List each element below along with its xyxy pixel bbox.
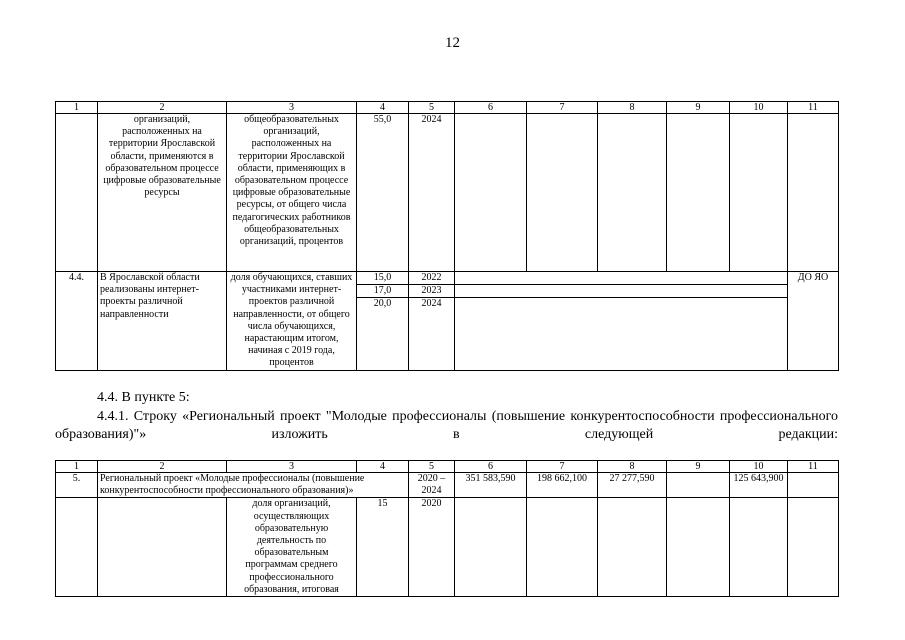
indicators-table-2 (55, 460, 839, 597)
header-cell: 3 (227, 102, 357, 114)
empty-cell (527, 498, 598, 597)
header-cell: 7 (527, 102, 598, 114)
indicator-value-cell: 15 (357, 498, 409, 597)
header-cell: 3 (227, 461, 357, 473)
header-cell: 5 (409, 461, 455, 473)
result-description-cell: В Ярославской области реализованы интернет-проекты различной направленности (98, 272, 227, 371)
indicator-year: 2023 (409, 285, 454, 298)
empty-cell (667, 473, 730, 498)
indicator-value: 17,0 (357, 285, 408, 298)
header-cell: 11 (788, 102, 839, 114)
table-row (56, 114, 839, 272)
finance-subrow (455, 285, 787, 298)
indicator-values-cell (357, 272, 409, 371)
header-cell: 2 (98, 461, 227, 473)
empty-cell (598, 498, 667, 597)
finance-subrow (455, 298, 787, 310)
empty-cell (527, 114, 598, 272)
empty-cell (598, 114, 667, 272)
header-cell: 1 (56, 461, 98, 473)
header-cell: 4 (357, 461, 409, 473)
empty-cell (455, 498, 527, 597)
indicator-year: 2022 (409, 272, 454, 285)
header-cell: 6 (455, 102, 527, 114)
paragraph-heading: 4.4. В пункте 5: (97, 390, 190, 405)
paragraph-text: 4.4.1. Строку «Региональный проект "Молодые профессионалы (повышение конкурентоспособности профессионального образования)"» изложить в следующей редакции: (55, 409, 838, 442)
executor-cell: ДО ЯО (788, 272, 839, 371)
empty-cell (730, 114, 788, 272)
header-cell: 8 (598, 102, 667, 114)
indicator-years-cell (409, 272, 455, 371)
empty-cell (788, 473, 839, 498)
page-number: 12 (445, 35, 460, 51)
total-funding-cell: 351 583,590 (455, 473, 527, 498)
header-cell: 4 (357, 102, 409, 114)
indicator-year: 2024 (421, 298, 442, 309)
table-row (56, 473, 839, 498)
indicator-value-cell: 55,0 (357, 114, 409, 272)
indicator-year-cell: 2024 (409, 114, 455, 272)
project-years-cell: 2020 – 2024 (409, 473, 455, 498)
table-header-row (56, 461, 839, 473)
indicators-table-1 (55, 101, 839, 371)
header-cell: 8 (598, 461, 667, 473)
finance-cells (455, 272, 788, 371)
indicator-year-cell: 2020 (409, 498, 455, 597)
indicator-description-cell: доля организаций, осуществляющих образовательную деятельность по образовательным программам среднего профессионального образования, итоговая (227, 498, 357, 597)
header-cell: 2 (98, 102, 227, 114)
empty-cell (98, 498, 227, 597)
empty-cell (730, 498, 788, 597)
federal-funding-cell: 198 662,100 (527, 473, 598, 498)
finance-subrow (455, 272, 787, 285)
header-cell: 1 (56, 102, 98, 114)
row-number-cell (56, 114, 98, 272)
header-cell: 6 (455, 461, 527, 473)
empty-cell (667, 114, 730, 272)
empty-cell (56, 498, 98, 597)
indicator-value: 15,0 (357, 272, 408, 285)
project-title-cell: Региональный проект «Молодые профессионалы (повышение конкурентоспособности профессионального образования)» (98, 473, 409, 498)
header-cell: 7 (527, 461, 598, 473)
indicator-value: 20,0 (373, 298, 392, 309)
header-cell: 5 (409, 102, 455, 114)
regional-funding-cell: 27 277,590 (598, 473, 667, 498)
other-funding-cell: 125 643,900 (730, 473, 788, 498)
indicator-description-cell: общеобразовательных организаций, расположенных на территории Ярославской области, применяющих в образовательном процессе цифровые образовательные ресурсы, от общего числа педагогических работников общеобразовательных организаций, процентов (227, 114, 357, 272)
table-row (56, 272, 839, 371)
indicator-description-cell: доля обучающихся, ставших участниками интернет-проектов различной направленности, от общего числа обучающихся, нарастающим итогом, начиная с 2019 года, процентов (227, 272, 357, 371)
table-header-row (56, 102, 839, 114)
empty-cell (788, 498, 839, 597)
header-cell: 9 (667, 102, 730, 114)
result-description-cell: организаций, расположенных на территории Ярославской области, применяются в образовательном процессе цифровые образовательные ресурсы (98, 114, 227, 272)
row-number-cell: 5. (56, 473, 98, 498)
header-cell: 10 (730, 102, 788, 114)
header-cell: 10 (730, 461, 788, 473)
header-cell: 11 (788, 461, 839, 473)
header-cell: 9 (667, 461, 730, 473)
row-number-cell: 4.4. (56, 272, 98, 371)
empty-cell (788, 114, 839, 272)
empty-cell (455, 114, 527, 272)
empty-cell (667, 498, 730, 597)
table-row (56, 498, 839, 597)
